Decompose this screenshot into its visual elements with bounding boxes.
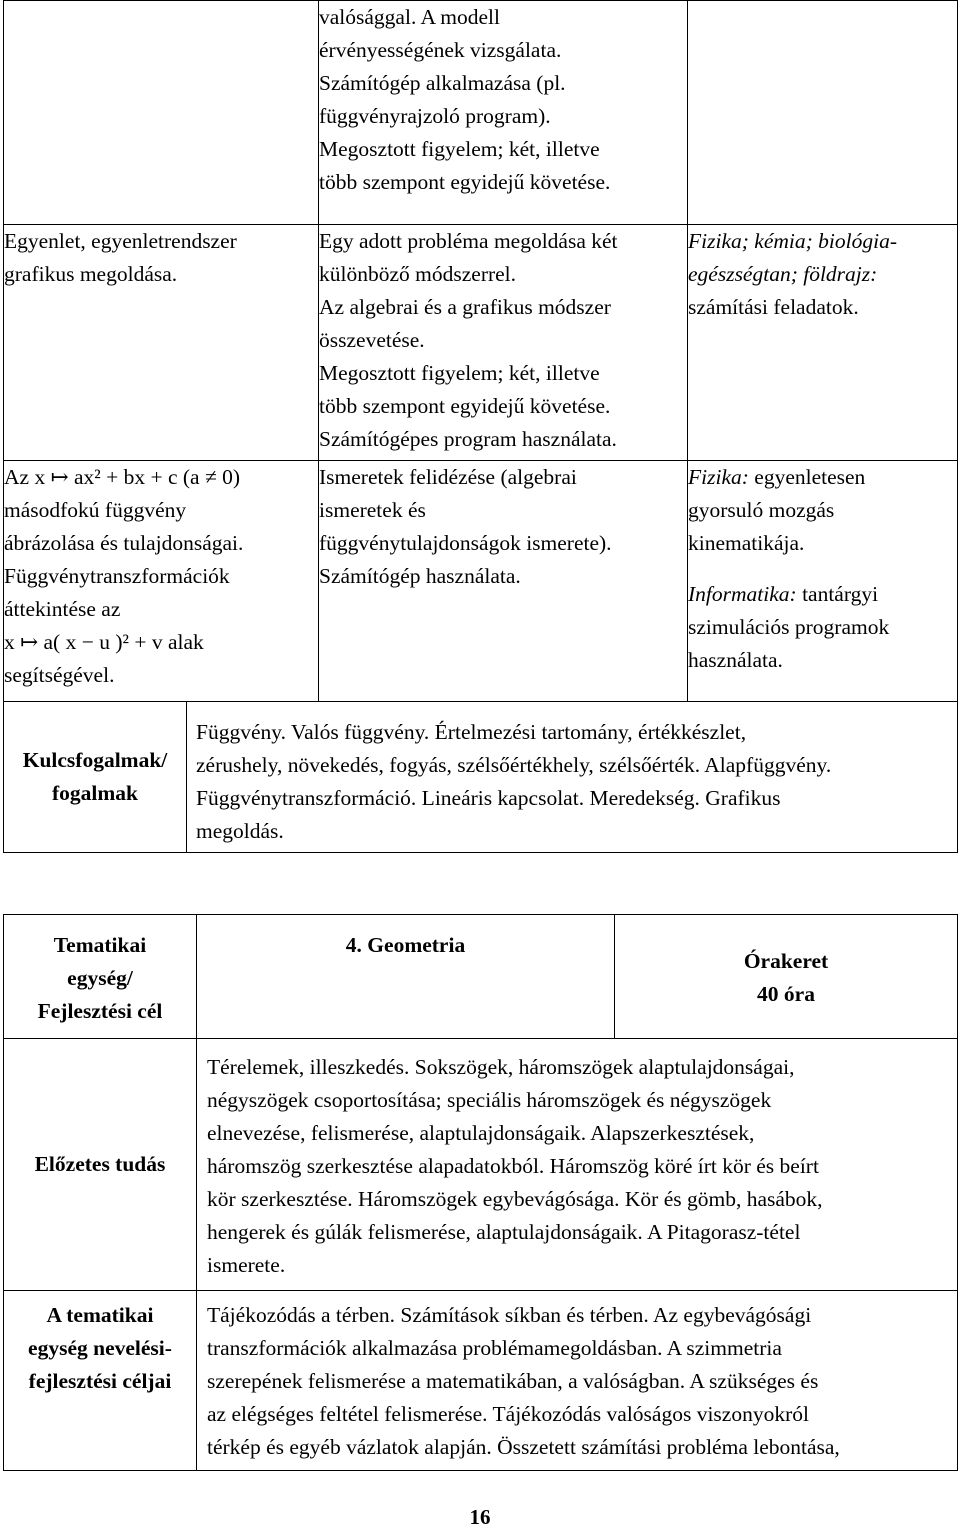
text-line: Egy adott probléma megoldása két [319, 229, 618, 253]
subject-link-informatics [688, 578, 957, 611]
text-line: ismeretek és [319, 498, 426, 522]
text-line: hengerek és gúlák felismerése, alaptulajdonságaik. A Pitagorasz-tétel [207, 1220, 801, 1244]
label-line: fogalmak [52, 781, 138, 805]
text-line: négyszögek csoportosítása; speciális háromszögek és négyszögek [207, 1088, 772, 1112]
unit-title [197, 915, 615, 1039]
row2-activity-cell [319, 461, 688, 702]
label-line: A tematikai [46, 1303, 154, 1327]
text-line: Ismeretek felidézése (algebrai [319, 465, 577, 489]
subject-link: Fizika; kémia; biológia- [688, 229, 897, 253]
text-line: több szempont egyidejű követése. [319, 170, 611, 194]
subject-topic: tantárgyi [796, 582, 879, 606]
topic-line: segítségével. [4, 663, 115, 687]
label-line: Előzetes tudás [34, 1152, 166, 1176]
text-line: Számítógépes program használata. [319, 427, 617, 451]
topic-line: áttekintése az [4, 597, 121, 621]
subject-link: egészségtan; földrajz: [688, 262, 878, 286]
text-line: elnevezése, felismerése, alaptulajdonságaik. Alapszerkesztések, [207, 1121, 755, 1145]
vertex-form-formula: x ↦ a( x − u )² + v alak [4, 630, 204, 654]
text-line: zérushely, növekedés, fogyás, szélsőértékhely, szélsőérték. Alapfüggvény. [196, 753, 832, 777]
curriculum-table-geometry [3, 914, 958, 1471]
text-line: függvénytulajdonságok ismerete). [319, 531, 612, 555]
text-line: gyorsuló mozgás [688, 498, 835, 522]
label-line: Kulcsfogalmak/ [22, 748, 168, 772]
text-line: ismerete. [207, 1253, 286, 1277]
prior-knowledge-label [4, 1039, 197, 1291]
row1-topic-cell [4, 225, 319, 461]
subject-name: Fizika: [688, 465, 749, 489]
label-line: egység/ [67, 966, 133, 990]
hours-value: 40 óra [757, 982, 815, 1006]
quadratic-formula: Az x ↦ ax² + bx + c (a ≠ 0) [4, 465, 241, 489]
text-line: Az algebrai és a grafikus módszer [319, 295, 611, 319]
topic-line: Egyenlet, egyenletrendszer [4, 229, 237, 253]
hours-cell [615, 915, 958, 1039]
label-line: Fejlesztési cél [37, 999, 163, 1023]
key-concepts-label [4, 702, 187, 853]
unit-title-text: 4. Geometria [345, 933, 466, 957]
row0-activity-cell [319, 1, 688, 225]
text-line: Tájékozódás a térben. Számítások síkban és térben. Az egybevágósági [207, 1303, 812, 1327]
curriculum-table-functions [3, 0, 958, 853]
key-concepts-text [187, 702, 958, 853]
row2-link-cell [688, 461, 958, 702]
text-line: összevetése. [319, 328, 425, 352]
topic-line: másodfokú függvény [4, 498, 187, 522]
subject-name: Informatika: [688, 582, 797, 606]
text-line: megoldás. [196, 819, 284, 843]
text-line: Függvénytranszformáció. Lineáris kapcsolat. Meredekség. Grafikus [196, 786, 781, 810]
text-line: Megosztott figyelem; két, illetve [319, 137, 600, 161]
text-line: valósággal. A modell [319, 5, 500, 29]
row2-topic-cell [4, 461, 319, 702]
text-line: kör szerkesztése. Háromszögek egybevágósága. Kör és gömb, hasábok, [207, 1187, 823, 1211]
text-line: szimulációs programok [688, 615, 890, 639]
row0-topic-cell [4, 1, 319, 225]
label-line: Tematikai [53, 933, 147, 957]
subject-link-physics [688, 461, 957, 494]
text-line: érvényességének vizsgálata. [319, 38, 562, 62]
text-line: szerepének felismerése a matematikában, a valóságban. A szükséges és [207, 1369, 819, 1393]
row0-link-cell [688, 1, 958, 225]
text-line: Térelemek, illeszkedés. Sokszögek, háromszögek alaptulajdonságai, [207, 1055, 795, 1079]
development-goals-label [4, 1291, 197, 1471]
text-line: használata. [688, 648, 783, 672]
page-number: 16 [469, 1505, 491, 1529]
text-line: Megosztott figyelem; két, illetve [319, 361, 600, 385]
text-line: Számítógép használata. [319, 564, 521, 588]
row1-link-cell [688, 225, 958, 461]
text-line: Függvény. Valós függvény. Értelmezési tartomány, értékkészlet, [196, 720, 747, 744]
text-line: transzformációk alkalmazása problémamegoldásban. A szimmetria [207, 1336, 782, 1360]
text-line: különböző módszerrel. [319, 262, 517, 286]
topic-line: ábrázolása és tulajdonságai. [4, 531, 244, 555]
hours-label: Órakeret [743, 949, 829, 973]
text-line: az elégséges feltétel felismerése. Tájékozódás valóságos viszonyokról [207, 1402, 809, 1426]
unit-label [4, 915, 197, 1039]
text-line: több szempont egyidejű követése. [319, 394, 611, 418]
text-line: kinematikája. [688, 531, 805, 555]
label-line: egység nevelési- [28, 1336, 172, 1360]
development-goals-text [197, 1291, 958, 1471]
subject-topic: egyenletesen [748, 465, 866, 489]
topic-line: Függvénytranszformációk [4, 564, 230, 588]
text-line: számítási feladatok. [688, 295, 859, 319]
text-line: térkép és egyéb vázlatok alapján. Összetett számítási probléma lebontása, [207, 1435, 840, 1459]
label-line: fejlesztési céljai [28, 1369, 172, 1393]
text-line: függvényrajzoló program). [319, 104, 551, 128]
text-line: Számítógép alkalmazása (pl. [319, 71, 566, 95]
prior-knowledge-text [197, 1039, 958, 1291]
text-line: háromszög szerkesztése alapadatokból. Háromszög köré írt kör és beírt [207, 1154, 819, 1178]
row1-activity-cell [319, 225, 688, 461]
topic-line: grafikus megoldása. [4, 262, 178, 286]
